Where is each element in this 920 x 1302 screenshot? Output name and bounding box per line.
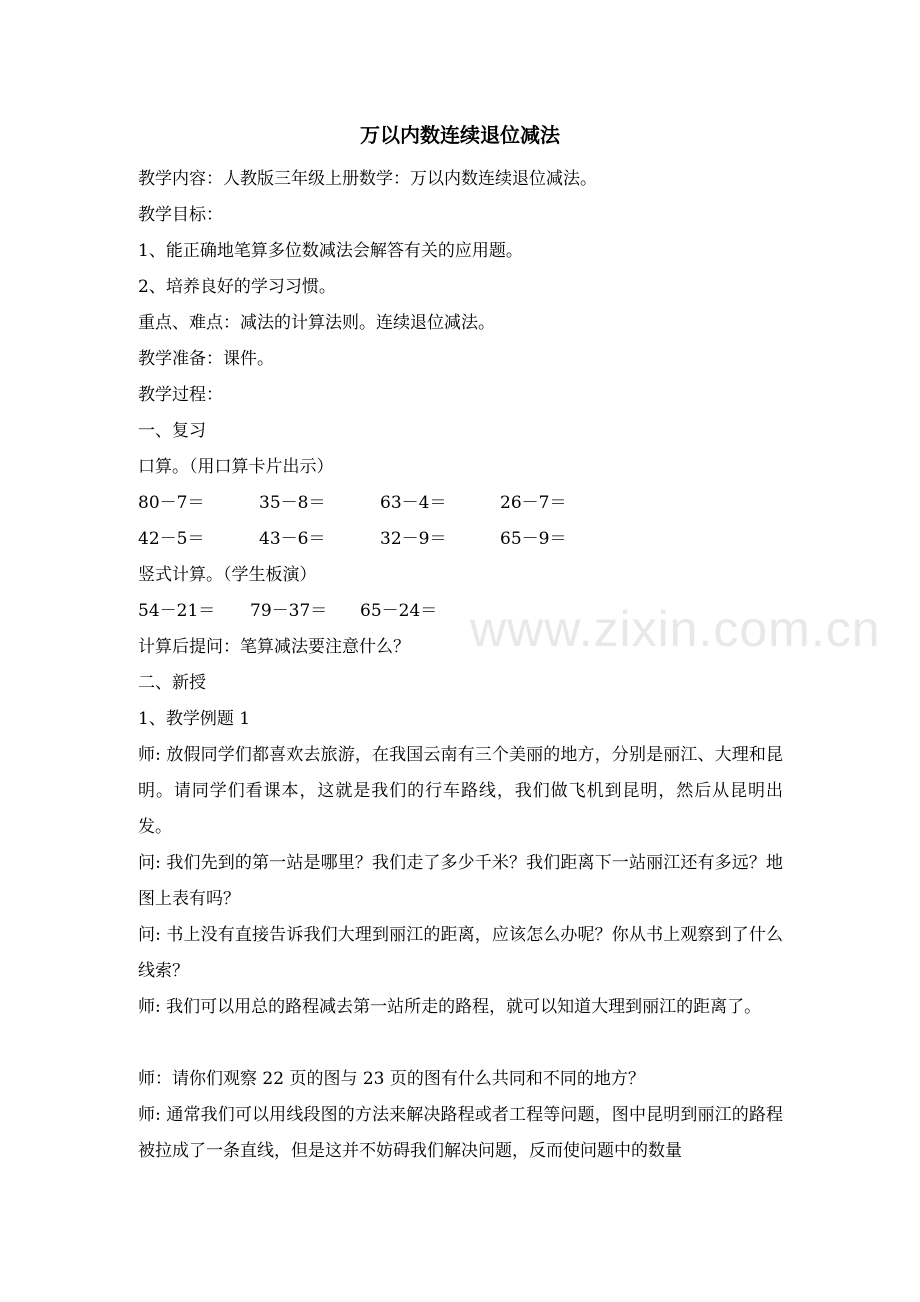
example-heading: 1、教学例题 1 [138, 709, 251, 729]
problem: 65－24＝ [360, 601, 438, 621]
problem: 63－4＝ [380, 493, 447, 513]
problem: 42－5＝ [138, 529, 205, 549]
paragraph-5: 师：请你们观察 22 页的图与 23 页的图有什么共同和不同的地方？ [138, 1069, 645, 1089]
problem: 32－9＝ [380, 529, 447, 549]
problem: 80－7＝ [138, 493, 205, 513]
preparation: 教学准备：课件。 [138, 349, 274, 369]
problem: 65－9＝ [500, 529, 567, 549]
after-calc-question: 计算后提问：笔算减法要注意什么？ [138, 637, 410, 657]
problem: 35－8＝ [259, 493, 326, 513]
problem: 79－37＝ [250, 601, 328, 621]
section-new: 二、新授 [138, 673, 206, 693]
problem: 43－6＝ [259, 529, 326, 549]
goals-heading: 教学目标： [138, 205, 223, 225]
paragraph-6: 师: 通常我们可以用线段图的方法来解决路程或者工程等问题，图中昆明到丽江的路程被拉成了一条直线，但是这并不妨碍我们解决问题，反而使问题中的数量 [138, 1105, 783, 1161]
paragraph-1: 师: 放假同学们都喜欢去旅游，在我国云南有三个美丽的地方，分别是丽江、大理和昆明。请同学们看课本，这就是我们的行车路线，我们做飞机到昆明，然后从昆明出发。 [138, 745, 783, 837]
paragraph-2: 问: 我们先到的第一站是哪里？我们走了多少千米？我们距离下一站丽江还有多远？地图上表有吗？ [138, 853, 783, 909]
goal-1: 1、能正确地笔算多位数减法会解答有关的应用题。 [138, 241, 523, 261]
watermark: www.zixin.com.cn [470, 601, 881, 657]
paragraph-3: 问: 书上没有直接告诉我们大理到丽江的距离，应该怎么办呢？你从书上观察到了什么线索？ [138, 925, 783, 981]
section-review: 一、复习 [138, 421, 206, 441]
key-points: 重点、难点：减法的计算法则。连续退位减法。 [138, 313, 495, 333]
problem: 26－7＝ [500, 493, 567, 513]
process-heading: 教学过程： [138, 385, 223, 405]
goal-2: 2、培养良好的学习习惯。 [138, 277, 336, 297]
page-title: 万以内数连续退位减法 [360, 123, 560, 147]
oral-calc-heading: 口算。（用口算卡片出示） [138, 457, 334, 477]
paragraph-4: 师: 我们可以用总的路程减去第一站所走的路程，就可以知道大理到丽江的距离了。 [138, 997, 762, 1017]
vertical-calc-heading: 竖式计算。（学生板演） [138, 565, 317, 585]
problem: 54－21＝ [138, 601, 216, 621]
teaching-content: 教学内容：人教版三年级上册数学：万以内数连续退位减法。 [138, 169, 597, 189]
